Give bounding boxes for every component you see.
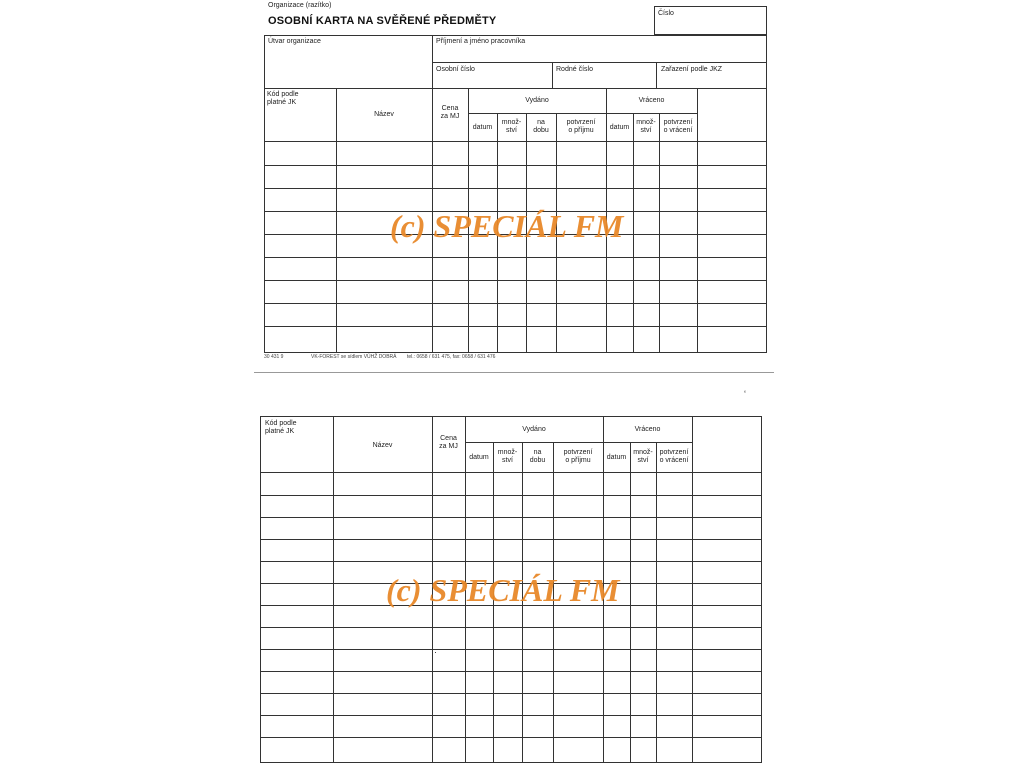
col-line bbox=[659, 113, 660, 353]
col-line bbox=[333, 416, 334, 763]
table-line bbox=[260, 737, 762, 738]
header-divider-2 bbox=[552, 62, 553, 88]
unit-label: Útvar organizace bbox=[268, 38, 321, 45]
table-line bbox=[260, 627, 762, 628]
col-line bbox=[697, 88, 698, 353]
col-header-confirm-receipt: potvrzení o příjmu bbox=[566, 119, 596, 134]
table-line bbox=[264, 188, 767, 189]
number-label: Číslo bbox=[658, 10, 674, 17]
col-header-issued-qty: množ- ství bbox=[497, 449, 518, 464]
col-line bbox=[656, 442, 657, 763]
footer-code: 30 431 9 bbox=[264, 354, 284, 360]
table-line bbox=[264, 257, 767, 258]
table-line bbox=[260, 517, 762, 518]
footer-contact: tel.: 0658 / 631 475, fax: 0658 / 631 476 bbox=[407, 354, 496, 360]
table-line bbox=[260, 561, 762, 562]
header-top-line bbox=[264, 35, 767, 36]
table-line bbox=[260, 693, 762, 694]
page-separator bbox=[254, 372, 774, 373]
col-header-price: Cena za MJ bbox=[440, 105, 460, 120]
col-header-returned: Vráceno bbox=[634, 426, 661, 433]
table-line bbox=[260, 715, 762, 716]
worker-name-label: Příjmení a jméno pracovníka bbox=[436, 38, 526, 45]
col-header-name: Název bbox=[372, 442, 393, 449]
personal-number-label: Osobní číslo bbox=[436, 66, 475, 73]
table-line bbox=[264, 141, 767, 142]
col-header-name: Název bbox=[374, 111, 394, 118]
watermark: (c) SPECIÁL FM bbox=[390, 208, 624, 244]
table-line bbox=[264, 280, 767, 281]
subheader-line bbox=[465, 442, 692, 443]
col-header-period: na dobu bbox=[529, 449, 546, 464]
table-line bbox=[260, 762, 762, 763]
jkz-label: Zařazení podle JKZ bbox=[661, 66, 723, 73]
col-header-issued-date: datum bbox=[472, 124, 493, 131]
table-line bbox=[260, 416, 762, 417]
organization-label: Organizace (razítko) bbox=[268, 2, 332, 9]
col-header-price: Cena za MJ bbox=[439, 435, 458, 450]
col-line bbox=[692, 416, 693, 763]
table-line bbox=[260, 671, 762, 672]
col-header-confirm-receipt: potvrzení o příjmu bbox=[563, 449, 593, 464]
table-line bbox=[264, 326, 767, 327]
col-header-confirm-return: potvrzení o vrácení bbox=[659, 449, 689, 464]
col-header-issued: Vydáno bbox=[522, 426, 546, 433]
table-line bbox=[264, 352, 767, 353]
header-divider-3 bbox=[656, 62, 657, 88]
col-header-issued-qty: množ- ství bbox=[501, 119, 522, 134]
col-header-issued-date: datum bbox=[469, 454, 489, 461]
col-header-returned-date: datum bbox=[606, 454, 627, 461]
watermark: (c) SPECIÁL FM bbox=[386, 572, 620, 608]
col-header-issued: Vydáno bbox=[525, 97, 549, 104]
table-line bbox=[264, 88, 767, 89]
footer-publisher: VK-FOREST se sídlem VÚHŽ DOBRÁ bbox=[311, 354, 397, 360]
col-line bbox=[761, 416, 762, 763]
table-line bbox=[264, 165, 767, 166]
table-line bbox=[264, 303, 767, 304]
comma-mark: ‘ bbox=[744, 389, 746, 399]
col-header-returned: Vráceno bbox=[638, 97, 665, 104]
col-line bbox=[260, 416, 261, 763]
header-mid-line bbox=[432, 62, 766, 63]
col-header-returned-date: datum bbox=[609, 124, 630, 131]
table-line bbox=[260, 472, 762, 473]
col-line bbox=[336, 88, 337, 353]
table-line bbox=[260, 539, 762, 540]
subheader-line bbox=[468, 113, 697, 114]
col-header-code: Kód podle platné JK bbox=[265, 420, 297, 435]
col-header-returned-qty: množ- ství bbox=[636, 119, 656, 134]
col-line bbox=[630, 442, 631, 763]
col-header-confirm-return: potvrzení o vrácení bbox=[663, 119, 693, 134]
col-header-returned-qty: množ- ství bbox=[633, 449, 653, 464]
col-line bbox=[633, 113, 634, 353]
table-line bbox=[260, 649, 762, 650]
table-line bbox=[260, 495, 762, 496]
birth-number-label: Rodné číslo bbox=[556, 66, 593, 73]
col-header-code: Kód podle platné JK bbox=[267, 91, 299, 106]
dot-mark: · bbox=[434, 647, 437, 657]
form-title: OSOBNÍ KARTA NA SVĚŘENÉ PŘEDMĚTY bbox=[268, 15, 497, 27]
col-header-period: na dobu bbox=[533, 119, 549, 134]
